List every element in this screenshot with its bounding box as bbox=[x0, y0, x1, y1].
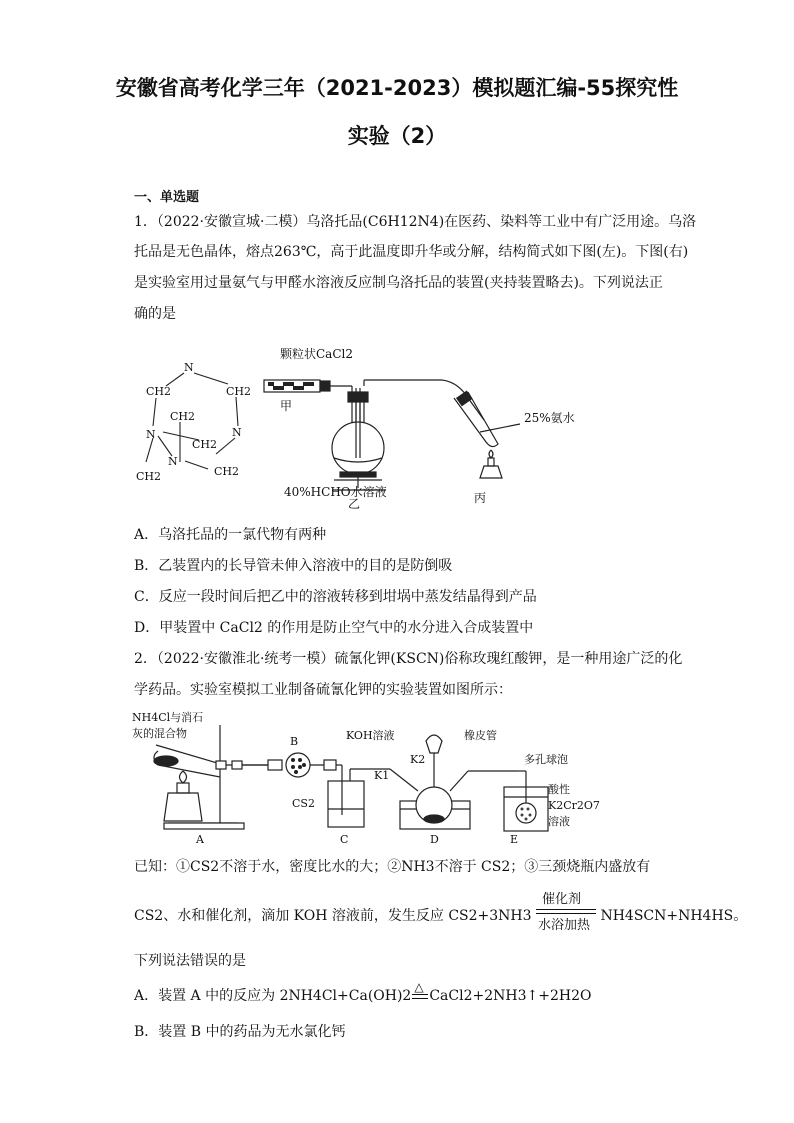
label-e: E bbox=[510, 833, 519, 846]
atom-n-bottom: N bbox=[168, 455, 178, 468]
atom-ch2-mid: CH2 bbox=[192, 438, 218, 451]
atom-ch2-bottom-right: CH2 bbox=[214, 465, 240, 478]
label-cs2: CS2 bbox=[292, 797, 315, 810]
reaction-condition bbox=[536, 892, 596, 933]
label-bing: 丙 bbox=[474, 491, 487, 505]
label-solution: 溶液 bbox=[548, 815, 570, 828]
q1-option-c[interactable]: C．反应一段时间后把乙中的溶液转移到坩埚中蒸发结晶得到产品 bbox=[134, 589, 537, 605]
q2-apparatus-figure bbox=[128, 705, 608, 853]
condition-water-bath: 水浴加热 bbox=[538, 918, 591, 933]
q1-option-b[interactable]: B．乙装置内的长导管未伸入溶液中的目的是防倒吸 bbox=[134, 558, 453, 574]
q1-option-d[interactable]: D．甲装置中 CaCl2 的作用是防止空气中的水分进入合成装置中 bbox=[134, 620, 534, 636]
q2-stem-line-2: 学药品。实验室模拟工业制备硫氰化钾的实验装置如图所示： bbox=[134, 682, 512, 698]
atom-ch2-bottom-left: CH2 bbox=[136, 470, 162, 483]
q2-option-b[interactable]: B．装置 B 中的药品为无水氯化钙 bbox=[134, 1024, 346, 1040]
atom-ch2-left: CH2 bbox=[146, 385, 172, 398]
label-nh4cl: NH4Cl与消石 bbox=[132, 711, 204, 724]
heat-delta-icon: △ bbox=[414, 980, 424, 994]
q2-known-line-2-pre: CS2、水和催化剂，滴加 KOH 溶液前，发生反应 CS2+3NH3 bbox=[134, 908, 532, 924]
atom-n-top: N bbox=[184, 361, 194, 374]
label-acid: 酸性 bbox=[548, 783, 570, 796]
label-ammonia: 25%氨水 bbox=[524, 411, 575, 425]
label-porous-bulb: 多孔球泡 bbox=[524, 753, 568, 766]
condition-catalyst: 催化剂 bbox=[542, 892, 582, 907]
label-a: A bbox=[196, 833, 204, 846]
label-koh: KOH溶液 bbox=[346, 729, 395, 742]
label-k2: K2 bbox=[410, 753, 426, 766]
q2-option-a-post: CaCl2+2NH3↑+2H2O bbox=[429, 988, 592, 1004]
equals-sign bbox=[412, 994, 428, 999]
q2-known-line-2-post: NH4SCN+NH4HS。 bbox=[600, 908, 748, 924]
label-c: C bbox=[340, 833, 349, 846]
label-k2cr2o7: K2Cr2O7 bbox=[548, 799, 600, 812]
q2-ask: 下列说法错误的是 bbox=[134, 953, 246, 969]
reaction-equals bbox=[411, 980, 429, 1006]
label-rubber-tube: 橡皮管 bbox=[464, 729, 497, 742]
atom-ch2-right: CH2 bbox=[226, 385, 252, 398]
label-d: D bbox=[430, 833, 439, 846]
q1-stem-line-2: 托品是无色晶体，熔点263℃，高于此温度即升华或分解，结构简式如下图(左)。下图(右) bbox=[134, 244, 689, 260]
q2-stem-line-1: 2．（2022·安徽淮北·统考一模）硫氰化钾(KSCN)俗称玫瑰红酸钾，是一种用途广泛的化 bbox=[134, 651, 683, 667]
q2-known-line-1: 已知：①CS2不溶于水，密度比水的大；②NH3不溶于 CS2；③三颈烧瓶内盛放有 bbox=[134, 859, 651, 875]
q2-known-line-2 bbox=[134, 892, 748, 933]
q2-option-a[interactable] bbox=[134, 980, 592, 1006]
q1-stem-line-3: 是实验室用过量氨气与甲醛水溶液反应制乌洛托品的装置(夹持装置略去)。下列说法正 bbox=[134, 275, 663, 291]
label-k1: K1 bbox=[374, 769, 390, 782]
label-cacl2: 颗粒状CaCl2 bbox=[280, 347, 353, 361]
label-mixture: 灰的混合物 bbox=[132, 727, 187, 740]
label-b: B bbox=[290, 735, 299, 748]
q1-apparatus-figure bbox=[262, 340, 622, 510]
condition-arrow bbox=[536, 909, 596, 914]
label-jia: 甲 bbox=[280, 399, 293, 413]
q1-structure-figure bbox=[128, 352, 268, 492]
q1-stem-line-4: 确的是 bbox=[134, 306, 176, 322]
atom-ch2-center: CH2 bbox=[170, 410, 196, 423]
q2-option-a-pre: A．装置 A 中的反应为 2NH4Cl+Ca(OH)2 bbox=[134, 988, 412, 1004]
label-yi: 乙 bbox=[348, 497, 361, 510]
q1-option-a[interactable]: A．乌洛托品的一氯代物有两种 bbox=[134, 527, 327, 543]
atom-n-right: N bbox=[232, 426, 242, 439]
label-hcho: 40%HCHO水溶液 bbox=[284, 485, 387, 499]
atom-n-left: N bbox=[146, 428, 156, 441]
q1-stem-line-1: 1．（2022·安徽宣城·二模）乌洛托品(C6H12N4)在医药、染料等工业中有广泛用途。乌洛 bbox=[134, 214, 697, 230]
section-heading: 一、单选题 bbox=[134, 190, 200, 205]
page-title: 安徽省高考化学三年（2021-2023）模拟题汇编-55探究性实验（2） bbox=[115, 76, 679, 148]
